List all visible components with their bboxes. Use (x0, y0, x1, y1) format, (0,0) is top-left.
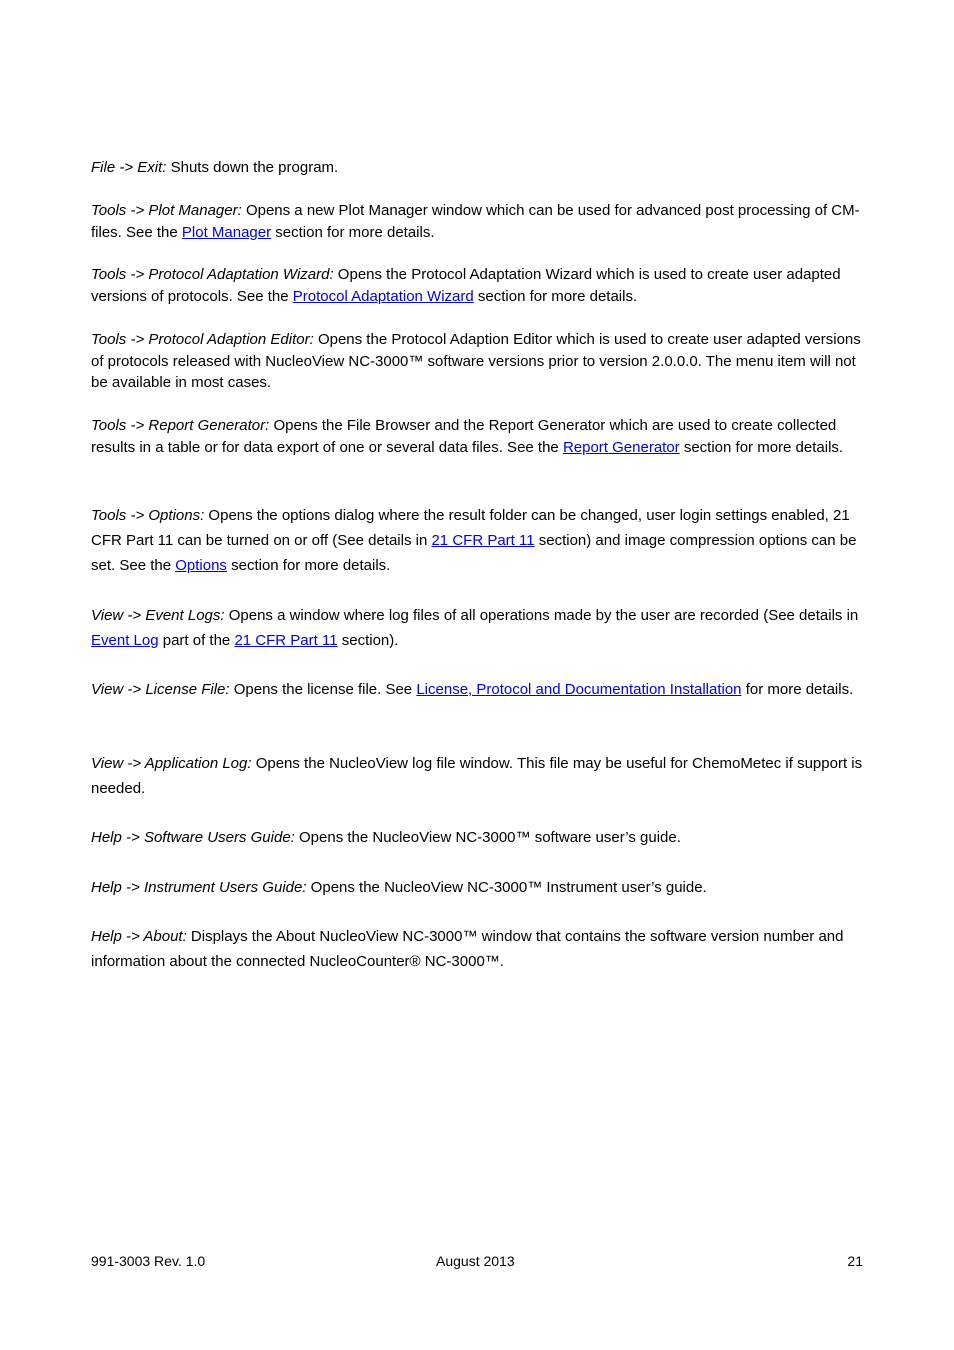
menu-path: File -> Exit: (91, 159, 167, 176)
entry-view-license-file (91, 677, 866, 702)
menu-path: View -> License File: (91, 681, 230, 698)
entry-text: Opens the Protocol Adaptation Wizard which is used to create user adapted versions of protocols. See the (91, 266, 841, 305)
menu-path: Help -> Instrument Users Guide: (91, 879, 307, 896)
entry-tools-report-generator (91, 415, 866, 458)
entry-text: Opens the options dialog where the result folder can be changed, user login settings enabled, 21 CFR Part 11 can be turned on or off (See details in (91, 507, 850, 549)
menu-path: Tools -> Plot Manager: (91, 202, 242, 219)
footer-doc-number: 991-3003 Rev. 1.0 (91, 1253, 206, 1269)
entry-text: Opens a new Plot Manager window which can be used for advanced post processing of CM-files. See the (91, 202, 860, 241)
menu-path: Tools -> Protocol Adaptation Wizard: (91, 266, 334, 283)
footer-date: August 2013 (436, 1253, 515, 1269)
entry-view-application-log (91, 751, 866, 801)
entry-tools-options (91, 503, 866, 578)
menu-path: View -> Application Log: (91, 755, 252, 772)
menu-path: View -> Event Logs: (91, 607, 225, 624)
entry-text: Opens the NucleoView NC-3000™ software user’s guide. (294, 829, 681, 846)
plot-manager-link[interactable]: Plot Manager (181, 223, 272, 241)
entry-help-software-users-guide (91, 825, 866, 850)
entry-help-about (91, 924, 866, 974)
entry-text: Opens a window where log files of all operations made by the user are recorded (See details in (224, 607, 859, 624)
entry-tools-protocol-adaption-editor (91, 329, 866, 394)
entry-text: section for more details. (271, 223, 435, 241)
entry-text: for more details. (741, 681, 854, 698)
entry-file-exit (91, 157, 866, 179)
entry-view-event-logs (91, 603, 866, 653)
event-log-link[interactable]: Event Log (91, 632, 159, 649)
entry-text: Opens the File Browser and the Report Generator which are used to create collected results in a table or for data export of one or several data files. See the (91, 417, 837, 456)
cfr-part-11-link[interactable]: 21 CFR Part 11 (234, 632, 338, 649)
protocol-adaptation-wizard-link[interactable]: Protocol Adaptation Wizard (292, 287, 474, 305)
cfr-part-11-link[interactable]: 21 CFR Part 11 (431, 532, 535, 549)
menu-path: Tools -> Report Generator: (91, 417, 270, 434)
report-generator-link[interactable]: Report Generator (562, 438, 680, 456)
menu-path: Tools -> Options: (91, 507, 205, 524)
menu-path: Help -> About: (91, 928, 187, 945)
entry-tools-plot-manager (91, 200, 866, 243)
entry-text: Opens the license file. See (229, 681, 417, 698)
menu-path: Tools -> Protocol Adaption Editor: (91, 331, 314, 348)
entry-text: part of the (158, 632, 235, 649)
entry-text: Shuts down the program. (166, 159, 339, 176)
entry-text: section) and image compression options can be set. See the (91, 532, 857, 574)
entry-text: section). (337, 632, 399, 649)
menu-path: Help -> Software Users Guide: (91, 829, 295, 846)
options-link[interactable]: Options (175, 557, 227, 574)
footer-page-number: 21 (847, 1253, 863, 1269)
license-installation-link[interactable]: License, Protocol and Documentation Installation (416, 681, 742, 698)
entry-help-instrument-users-guide (91, 875, 866, 900)
entry-text: section for more details. (679, 438, 844, 456)
entry-text: Displays the About NucleoView NC-3000™ window that contains the software version number and information about the connected NucleoCounter® NC-3000™. (91, 928, 844, 970)
entry-text: section for more details. (226, 557, 391, 574)
entry-text: Opens the NucleoView NC-3000™ Instrument user’s guide. (306, 879, 707, 896)
entry-text: Opens the Protocol Adaption Editor which is used to create user adapted versions of protocols released with NucleoView NC-3000™ software versions prior to version 2.0.0.0. The menu item will not be available in most cases. (91, 331, 861, 391)
entry-text: section for more details. (473, 287, 638, 305)
entry-tools-protocol-adaptation-wizard (91, 264, 866, 307)
entry-text: Opens the NucleoView log file window. This file may be useful for ChemoMetec if support is needed. (91, 755, 863, 797)
